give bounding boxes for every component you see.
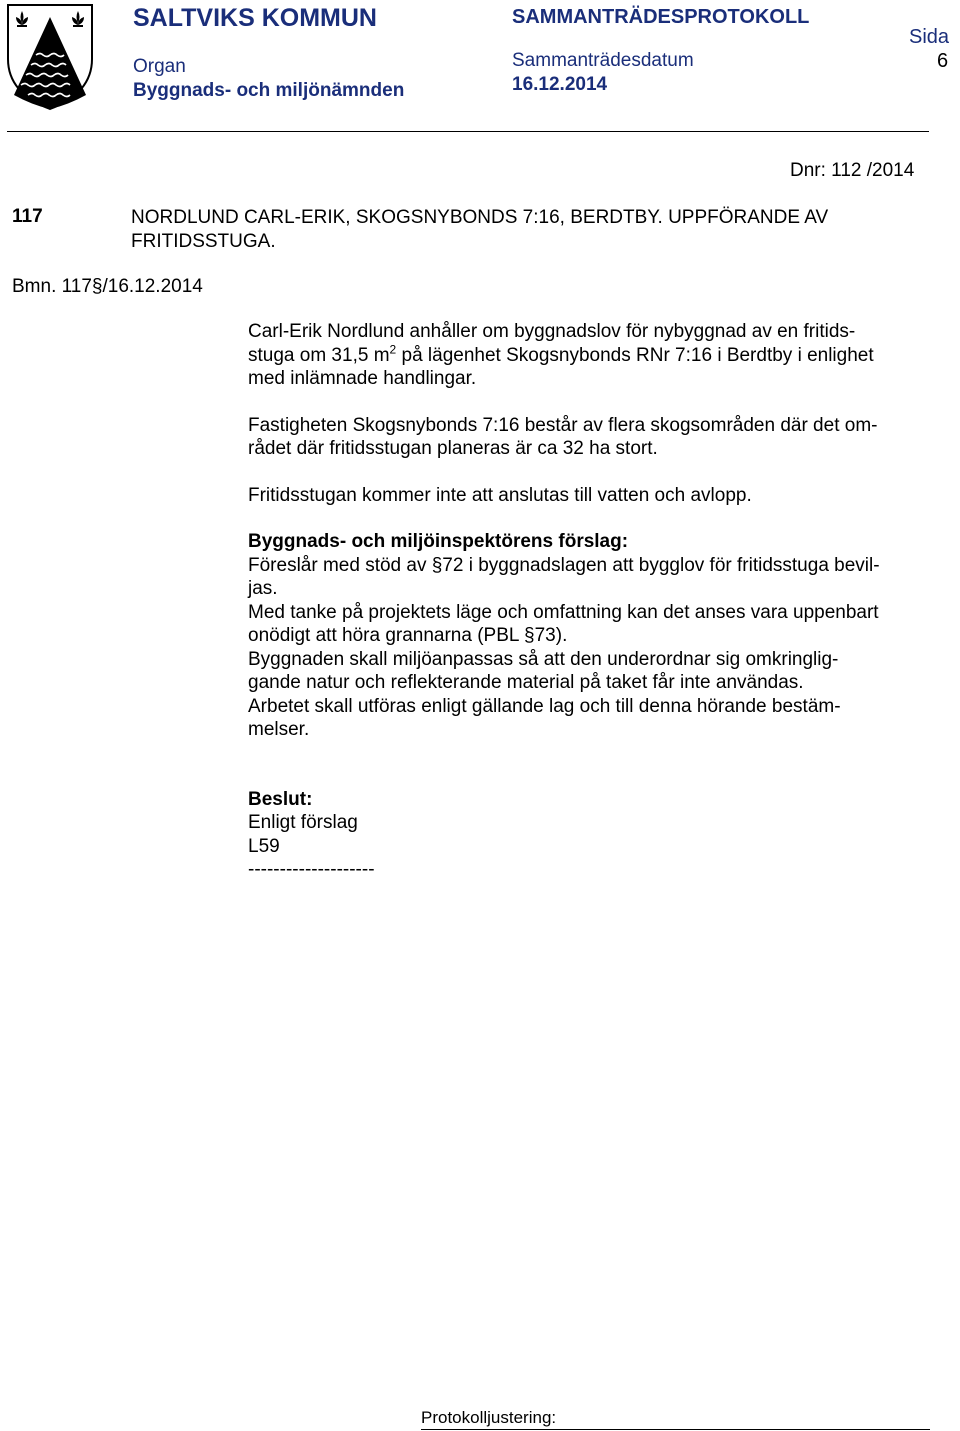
page-number: 6 <box>937 50 949 72</box>
text-line: Byggnaden skall miljöanpassas så att den underordnar sig omkringlig- <box>248 648 839 670</box>
case-title-line: FRITIDSSTUGA. <box>131 231 276 252</box>
organ-label: Organ <box>133 56 186 77</box>
case-title-line: NORDLUND CARL-ERIK, SKOGSNYBONDS 7:16, BERDTBY. UPPFÖRANDE AV <box>131 207 829 228</box>
text-line: Föreslår med stöd av §72 i byggnadslagen att bygglov för fritidsstuga bevil- <box>248 554 880 576</box>
end-dashes: -------------------- <box>248 859 375 880</box>
paragraph-property <box>248 414 930 461</box>
text-line: melser. <box>248 719 310 740</box>
text-line: stuga om 31,5 m <box>248 344 390 366</box>
text-line: Med tanke på projektets läge och omfattning kan det anses vara uppenbart <box>248 601 879 623</box>
page-label: Sida <box>909 26 950 48</box>
case-reference: Bmn. 117§/16.12.2014 <box>12 276 203 297</box>
text-line: Arbetet skall utföras enligt gällande lag och till denna hörande bestäm- <box>248 695 841 717</box>
text-line: rådet där fritidsstugan planeras är ca 32 ha stort. <box>248 438 658 459</box>
text-line: på lägenhet Skogsnybonds RNr 7:16 i Berdtby i enlighet <box>396 344 874 366</box>
superscript: 2 <box>389 342 397 357</box>
diary-number: Dnr: 112 /2014 <box>790 160 915 181</box>
municipality-name: SALTVIKS KOMMUN <box>133 4 377 32</box>
case-title <box>131 206 931 254</box>
organ-value: Byggnads- och miljönämnden <box>133 80 405 101</box>
text-line: Carl-Erik Nordlund anhåller om byggnadslov för nybyggnad av en fritids- <box>248 321 856 342</box>
meeting-date-value: 16.12.2014 <box>512 74 608 95</box>
text-line: Fastigheten Skogsnybonds 7:16 består av flera skogsområden där det om- <box>248 414 878 436</box>
decision-text: Enligt förslag <box>248 812 358 833</box>
proposal-text <box>248 554 930 742</box>
meeting-date-label: Sammanträdesdatum <box>512 50 694 71</box>
municipality-crest-logo <box>6 3 94 111</box>
decision-heading: Beslut: <box>248 788 313 810</box>
text-line: med inlämnade handlingar. <box>248 368 477 389</box>
case-number: 117 <box>12 206 43 227</box>
paragraph-application <box>248 320 930 391</box>
footer-justification-label: Protokolljustering: <box>421 1408 557 1427</box>
header-divider <box>7 131 929 132</box>
footer-signature-line <box>421 1429 930 1430</box>
case-body <box>248 320 930 882</box>
text-line: jas. <box>248 578 278 599</box>
paragraph-water: Fritidsstugan kommer inte att anslutas till vatten och avlopp. <box>248 484 752 506</box>
text-line: gande natur och reflekterande material på taket får inte användas. <box>248 672 804 693</box>
decision-code: L59 <box>248 835 280 857</box>
document-type: SAMMANTRÄDESPROTOKOLL <box>512 6 810 28</box>
text-line: onödigt att höra grannarna (PBL §73). <box>248 625 568 646</box>
proposal-heading: Byggnads- och miljöinspektörens förslag: <box>248 531 629 552</box>
